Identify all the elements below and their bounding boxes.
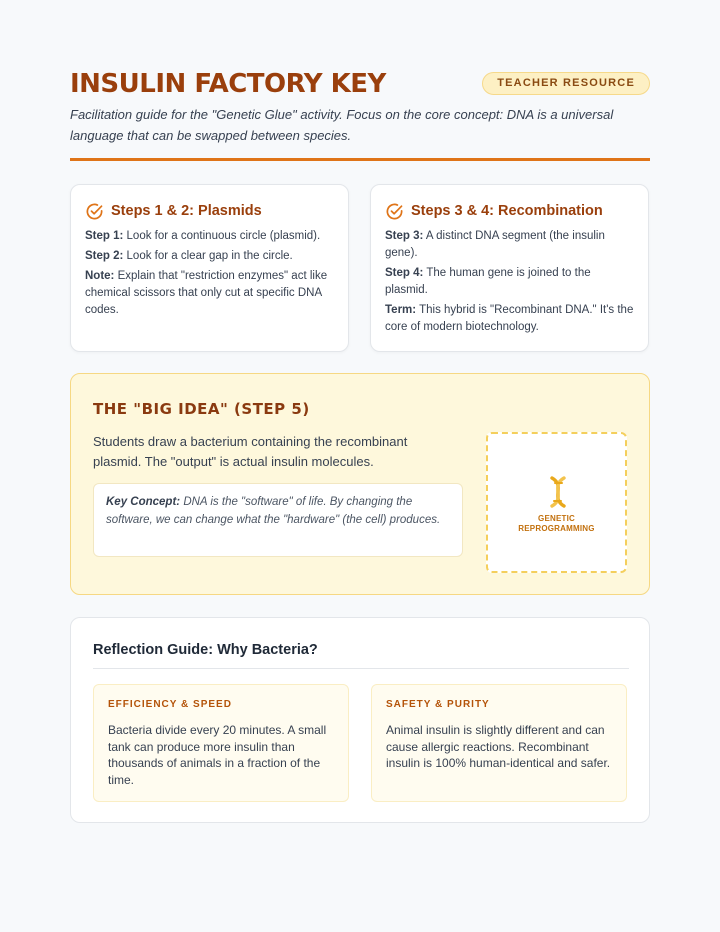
reflection-divider bbox=[93, 668, 629, 669]
efficiency-card bbox=[93, 684, 349, 802]
reflection-title: Reflection Guide: Why Bacteria? bbox=[93, 642, 318, 658]
reflection-guide bbox=[70, 617, 650, 823]
dna-caption: GENETIC REPROGRAMMING bbox=[518, 514, 595, 533]
steps-plasmids-card bbox=[70, 184, 349, 352]
genetic-reprogramming-illustration bbox=[486, 432, 627, 573]
reflection-card-title: SAFETY & PURITY bbox=[386, 699, 490, 710]
reflection-card-title: EFFICIENCY & SPEED bbox=[108, 699, 232, 710]
page-subtitle: Facilitation guide for the "Genetic Glue" activity. Focus on the core concept: DNA is a universal language that can be swapped between species. bbox=[70, 107, 614, 143]
term-item: Term: This hybrid is "Recombinant DNA." It's the core of modern biotechnology. bbox=[385, 304, 634, 333]
step-item: Step 4: The human gene is joined to the plasmid. bbox=[385, 267, 591, 296]
reflection-card-text: Bacteria divide every 20 minutes. A small tank can produce more insulin than thousands of animals in a fraction of the time. bbox=[108, 723, 327, 787]
step-item: Step 1: Look for a continuous circle (plasmid). bbox=[85, 230, 321, 242]
dna-icon bbox=[540, 474, 576, 510]
card-title: Steps 1 & 2: Plasmids bbox=[111, 203, 262, 219]
big-idea-text: Students draw a bacterium containing the recombinant plasmid. The "output" is actual insulin molecules. bbox=[93, 434, 408, 469]
teacher-resource-badge: TEACHER RESOURCE bbox=[482, 72, 650, 95]
steps-recombination-card bbox=[370, 184, 649, 352]
key-concept-text: DNA is the "software" of life. By changing the software, we can change what the "hardware" (the cell) produces. bbox=[106, 496, 441, 526]
check-circle-icon bbox=[85, 202, 104, 221]
safety-card bbox=[371, 684, 627, 802]
key-concept-box bbox=[93, 483, 463, 557]
header-divider bbox=[70, 158, 650, 161]
card-title: Steps 3 & 4: Recombination bbox=[411, 203, 603, 219]
page-title: INSULIN FACTORY KEY bbox=[70, 69, 386, 99]
note-item: Note: Explain that "restriction enzymes" act like chemical scissors that only cut at specific DNA codes. bbox=[85, 270, 328, 316]
step-item: Step 3: A distinct DNA segment (the insulin gene). bbox=[385, 230, 605, 259]
big-idea-section bbox=[70, 373, 650, 595]
big-idea-title: THE "BIG IDEA" (STEP 5) bbox=[93, 400, 310, 418]
check-circle-icon bbox=[385, 202, 404, 221]
step-item: Step 2: Look for a clear gap in the circle. bbox=[85, 250, 293, 262]
key-concept-label: Key Concept: bbox=[106, 496, 181, 508]
reflection-card-text: Animal insulin is slightly different and can cause allergic reactions. Recombinant insulin is 100% human-identical and safer. bbox=[386, 723, 611, 770]
header bbox=[70, 68, 650, 100]
